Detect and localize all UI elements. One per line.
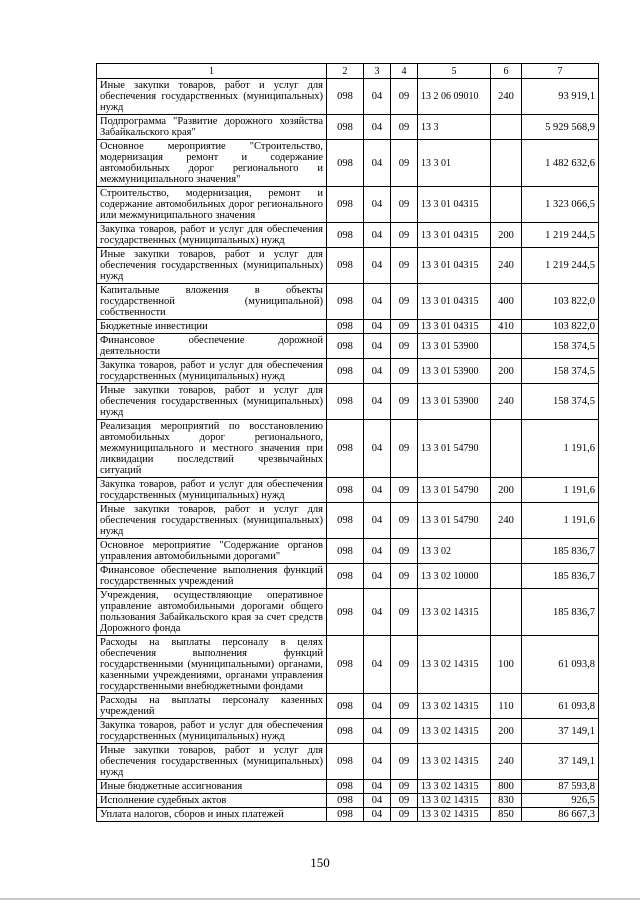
expense-name-cell: Реализация мероприятий по восстановлению автомобильных дорог регионального, межмуниципального и местного значения при ликвидации последствий чрезвычайных ситуаций xyxy=(97,420,327,478)
section-code-cell: 04 xyxy=(364,539,391,564)
subsection-code-cell: 09 xyxy=(391,320,418,334)
section-code-cell: 04 xyxy=(364,564,391,589)
table-row xyxy=(97,589,599,636)
section-code-cell: 04 xyxy=(364,719,391,744)
column-header: 6 xyxy=(491,64,522,79)
table-row xyxy=(97,564,599,589)
section-code-cell: 04 xyxy=(364,115,391,140)
column-header: 3 xyxy=(364,64,391,79)
expense-type-cell: 240 xyxy=(491,79,522,115)
expense-type-cell xyxy=(491,334,522,359)
target-article-cell: 13 3 01 53900 xyxy=(418,334,491,359)
subsection-code-cell: 09 xyxy=(391,636,418,694)
grbs-code-cell: 098 xyxy=(327,187,364,223)
amount-cell: 37 149,1 xyxy=(522,719,599,744)
table-row xyxy=(97,115,599,140)
target-article-cell: 13 3 02 14315 xyxy=(418,744,491,780)
expense-type-cell: 240 xyxy=(491,503,522,539)
expense-name-cell: Уплата налогов, сборов и иных платежей xyxy=(97,808,327,822)
target-article-cell: 13 3 01 54790 xyxy=(418,478,491,503)
table-row xyxy=(97,79,599,115)
section-code-cell: 04 xyxy=(364,794,391,808)
table-row xyxy=(97,636,599,694)
column-header: 2 xyxy=(327,64,364,79)
expense-type-cell: 830 xyxy=(491,794,522,808)
table-row xyxy=(97,284,599,320)
table-row xyxy=(97,719,599,744)
column-header: 1 xyxy=(97,64,327,79)
expense-name-cell: Исполнение судебных актов xyxy=(97,794,327,808)
target-article-cell: 13 3 02 xyxy=(418,539,491,564)
budget-table xyxy=(96,63,599,822)
expense-name-cell: Закупка товаров, работ и услуг для обеспечения государственных (муниципальных) нужд xyxy=(97,719,327,744)
target-article-cell: 13 3 01 53900 xyxy=(418,384,491,420)
amount-cell: 158 374,5 xyxy=(522,334,599,359)
target-article-cell: 13 3 01 xyxy=(418,140,491,187)
grbs-code-cell: 098 xyxy=(327,384,364,420)
target-article-cell: 13 3 02 14315 xyxy=(418,694,491,719)
expense-name-cell: Закупка товаров, работ и услуг для обеспечения государственных (муниципальных) нужд xyxy=(97,478,327,503)
grbs-code-cell: 098 xyxy=(327,248,364,284)
expense-name-cell: Иные закупки товаров, работ и услуг для обеспечения государственных (муниципальных) нужд xyxy=(97,79,327,115)
expense-name-cell: Иные закупки товаров, работ и услуг для обеспечения государственных (муниципальных) нужд xyxy=(97,384,327,420)
grbs-code-cell: 098 xyxy=(327,115,364,140)
section-code-cell: 04 xyxy=(364,79,391,115)
subsection-code-cell: 09 xyxy=(391,248,418,284)
column-header: 4 xyxy=(391,64,418,79)
amount-cell: 1 191,6 xyxy=(522,478,599,503)
target-article-cell: 13 3 01 54790 xyxy=(418,420,491,478)
table-row xyxy=(97,384,599,420)
amount-cell: 103 822,0 xyxy=(522,320,599,334)
section-code-cell: 04 xyxy=(364,320,391,334)
table-row xyxy=(97,248,599,284)
section-code-cell: 04 xyxy=(364,334,391,359)
section-code-cell: 04 xyxy=(364,384,391,420)
grbs-code-cell: 098 xyxy=(327,420,364,478)
expense-type-cell: 400 xyxy=(491,284,522,320)
amount-cell: 61 093,8 xyxy=(522,694,599,719)
section-code-cell: 04 xyxy=(364,223,391,248)
section-code-cell: 04 xyxy=(364,478,391,503)
table-row xyxy=(97,794,599,808)
section-code-cell: 04 xyxy=(364,636,391,694)
target-article-cell: 13 3 02 14315 xyxy=(418,589,491,636)
target-article-cell: 13 3 01 04315 xyxy=(418,320,491,334)
target-article-cell: 13 3 02 14315 xyxy=(418,719,491,744)
subsection-code-cell: 09 xyxy=(391,140,418,187)
subsection-code-cell: 09 xyxy=(391,794,418,808)
section-code-cell: 04 xyxy=(364,248,391,284)
grbs-code-cell: 098 xyxy=(327,744,364,780)
amount-cell: 1 191,6 xyxy=(522,420,599,478)
expense-name-cell: Финансовое обеспечение дорожной деятельности xyxy=(97,334,327,359)
table-row xyxy=(97,503,599,539)
grbs-code-cell: 098 xyxy=(327,359,364,384)
grbs-code-cell: 098 xyxy=(327,564,364,589)
expense-type-cell: 800 xyxy=(491,780,522,794)
amount-cell: 158 374,5 xyxy=(522,359,599,384)
amount-cell: 1 219 244,5 xyxy=(522,248,599,284)
expense-name-cell: Финансовое обеспечение выполнения функций государственных учреждений xyxy=(97,564,327,589)
expense-name-cell: Расходы на выплаты персоналу в целях обеспечения выполнения функций государственными (муниципальными) органами, казенными учреждениями, органами управления государственными внебюджетными фондами xyxy=(97,636,327,694)
subsection-code-cell: 09 xyxy=(391,420,418,478)
section-code-cell: 04 xyxy=(364,359,391,384)
subsection-code-cell: 09 xyxy=(391,808,418,822)
expense-name-cell: Иные бюджетные ассигнования xyxy=(97,780,327,794)
target-article-cell: 13 3 02 14315 xyxy=(418,780,491,794)
table-row xyxy=(97,478,599,503)
column-header: 5 xyxy=(418,64,491,79)
subsection-code-cell: 09 xyxy=(391,780,418,794)
section-code-cell: 04 xyxy=(364,744,391,780)
expense-type-cell: 200 xyxy=(491,719,522,744)
grbs-code-cell: 098 xyxy=(327,539,364,564)
subsection-code-cell: 09 xyxy=(391,384,418,420)
subsection-code-cell: 09 xyxy=(391,744,418,780)
expense-type-cell: 200 xyxy=(491,359,522,384)
table-row xyxy=(97,780,599,794)
expense-name-cell: Иные закупки товаров, работ и услуг для обеспечения государственных (муниципальных) нужд xyxy=(97,744,327,780)
target-article-cell: 13 3 01 54790 xyxy=(418,503,491,539)
table-row xyxy=(97,223,599,248)
grbs-code-cell: 098 xyxy=(327,320,364,334)
amount-cell: 1 191,6 xyxy=(522,503,599,539)
expense-type-cell xyxy=(491,539,522,564)
grbs-code-cell: 098 xyxy=(327,719,364,744)
section-code-cell: 04 xyxy=(364,187,391,223)
target-article-cell: 13 3 01 04315 xyxy=(418,248,491,284)
table-row xyxy=(97,420,599,478)
grbs-code-cell: 098 xyxy=(327,223,364,248)
target-article-cell: 13 3 xyxy=(418,115,491,140)
amount-cell: 1 482 632,6 xyxy=(522,140,599,187)
grbs-code-cell: 098 xyxy=(327,636,364,694)
grbs-code-cell: 098 xyxy=(327,478,364,503)
amount-cell: 87 593,8 xyxy=(522,780,599,794)
grbs-code-cell: 098 xyxy=(327,284,364,320)
expense-type-cell xyxy=(491,564,522,589)
table-body xyxy=(97,64,599,822)
subsection-code-cell: 09 xyxy=(391,589,418,636)
subsection-code-cell: 09 xyxy=(391,719,418,744)
document-page xyxy=(96,63,598,822)
amount-cell: 37 149,1 xyxy=(522,744,599,780)
target-article-cell: 13 3 01 04315 xyxy=(418,223,491,248)
section-code-cell: 04 xyxy=(364,140,391,187)
grbs-code-cell: 098 xyxy=(327,589,364,636)
grbs-code-cell: 098 xyxy=(327,694,364,719)
expense-name-cell: Учреждения, осуществляющие оперативное управление автомобильными дорогами общего пользования Забайкальского края за счет средств Дорожного фонда xyxy=(97,589,327,636)
page-number: 150 xyxy=(310,855,330,870)
amount-cell: 1 219 244,5 xyxy=(522,223,599,248)
target-article-cell: 13 3 01 53900 xyxy=(418,359,491,384)
section-code-cell: 04 xyxy=(364,780,391,794)
section-code-cell: 04 xyxy=(364,808,391,822)
amount-cell: 158 374,5 xyxy=(522,384,599,420)
target-article-cell: 13 3 02 10000 xyxy=(418,564,491,589)
table-row xyxy=(97,320,599,334)
grbs-code-cell: 098 xyxy=(327,503,364,539)
expense-name-cell: Иные закупки товаров, работ и услуг для обеспечения государственных (муниципальных) нужд xyxy=(97,503,327,539)
amount-cell: 61 093,8 xyxy=(522,636,599,694)
expense-name-cell: Капитальные вложения в объекты государственной (муниципальной) собственности xyxy=(97,284,327,320)
expense-name-cell: Расходы на выплаты персоналу казенных учреждений xyxy=(97,694,327,719)
expense-type-cell xyxy=(491,187,522,223)
table-header-row xyxy=(97,64,599,79)
expense-name-cell: Подпрограмма "Развитие дорожного хозяйства Забайкальского края" xyxy=(97,115,327,140)
grbs-code-cell: 098 xyxy=(327,334,364,359)
table-row xyxy=(97,744,599,780)
expense-type-cell: 850 xyxy=(491,808,522,822)
target-article-cell: 13 3 01 04315 xyxy=(418,187,491,223)
subsection-code-cell: 09 xyxy=(391,539,418,564)
target-article-cell: 13 3 02 14315 xyxy=(418,636,491,694)
amount-cell: 86 667,3 xyxy=(522,808,599,822)
subsection-code-cell: 09 xyxy=(391,503,418,539)
expense-type-cell: 410 xyxy=(491,320,522,334)
amount-cell: 185 836,7 xyxy=(522,589,599,636)
target-article-cell: 13 3 02 14315 xyxy=(418,794,491,808)
amount-cell: 926,5 xyxy=(522,794,599,808)
section-code-cell: 04 xyxy=(364,694,391,719)
grbs-code-cell: 098 xyxy=(327,140,364,187)
grbs-code-cell: 098 xyxy=(327,808,364,822)
target-article-cell: 13 2 06 09010 xyxy=(418,79,491,115)
column-header: 7 xyxy=(522,64,599,79)
section-code-cell: 04 xyxy=(364,589,391,636)
expense-name-cell: Бюджетные инвестиции xyxy=(97,320,327,334)
table-row xyxy=(97,140,599,187)
table-row xyxy=(97,359,599,384)
section-code-cell: 04 xyxy=(364,420,391,478)
amount-cell: 185 836,7 xyxy=(522,564,599,589)
expense-type-cell: 200 xyxy=(491,478,522,503)
expense-name-cell: Закупка товаров, работ и услуг для обеспечения государственных (муниципальных) нужд xyxy=(97,223,327,248)
expense-type-cell: 240 xyxy=(491,384,522,420)
table-row xyxy=(97,187,599,223)
subsection-code-cell: 09 xyxy=(391,223,418,248)
subsection-code-cell: 09 xyxy=(391,187,418,223)
scan-edge-rule xyxy=(0,898,640,900)
expense-type-cell: 100 xyxy=(491,636,522,694)
section-code-cell: 04 xyxy=(364,284,391,320)
amount-cell: 5 929 568,9 xyxy=(522,115,599,140)
target-article-cell: 13 3 02 14315 xyxy=(418,808,491,822)
grbs-code-cell: 098 xyxy=(327,79,364,115)
subsection-code-cell: 09 xyxy=(391,694,418,719)
target-article-cell: 13 3 01 04315 xyxy=(418,284,491,320)
expense-type-cell xyxy=(491,140,522,187)
subsection-code-cell: 09 xyxy=(391,359,418,384)
subsection-code-cell: 09 xyxy=(391,115,418,140)
expense-name-cell: Строительство, модернизация, ремонт и содержание автомобильных дорог регионального или межмуниципального значения xyxy=(97,187,327,223)
expense-name-cell: Иные закупки товаров, работ и услуг для обеспечения государственных (муниципальных) нужд xyxy=(97,248,327,284)
expense-name-cell: Закупка товаров, работ и услуг для обеспечения государственных (муниципальных) нужд xyxy=(97,359,327,384)
expense-type-cell: 240 xyxy=(491,248,522,284)
table-row xyxy=(97,808,599,822)
amount-cell: 1 323 066,5 xyxy=(522,187,599,223)
subsection-code-cell: 09 xyxy=(391,478,418,503)
expense-type-cell xyxy=(491,589,522,636)
expense-type-cell: 110 xyxy=(491,694,522,719)
subsection-code-cell: 09 xyxy=(391,564,418,589)
expense-type-cell: 200 xyxy=(491,223,522,248)
subsection-code-cell: 09 xyxy=(391,284,418,320)
grbs-code-cell: 098 xyxy=(327,780,364,794)
expense-type-cell xyxy=(491,115,522,140)
section-code-cell: 04 xyxy=(364,503,391,539)
amount-cell: 103 822,0 xyxy=(522,284,599,320)
table-row xyxy=(97,539,599,564)
expense-type-cell: 240 xyxy=(491,744,522,780)
table-row xyxy=(97,694,599,719)
expense-name-cell: Основное мероприятие "Содержание органов управления автомобильными дорогами" xyxy=(97,539,327,564)
amount-cell: 185 836,7 xyxy=(522,539,599,564)
amount-cell: 93 919,1 xyxy=(522,79,599,115)
subsection-code-cell: 09 xyxy=(391,79,418,115)
expense-name-cell: Основное мероприятие "Строительство, модернизация ремонт и содержание автомобильных дорог регионального и межмуниципального значения" xyxy=(97,140,327,187)
expense-type-cell xyxy=(491,420,522,478)
grbs-code-cell: 098 xyxy=(327,794,364,808)
table-row xyxy=(97,334,599,359)
subsection-code-cell: 09 xyxy=(391,334,418,359)
